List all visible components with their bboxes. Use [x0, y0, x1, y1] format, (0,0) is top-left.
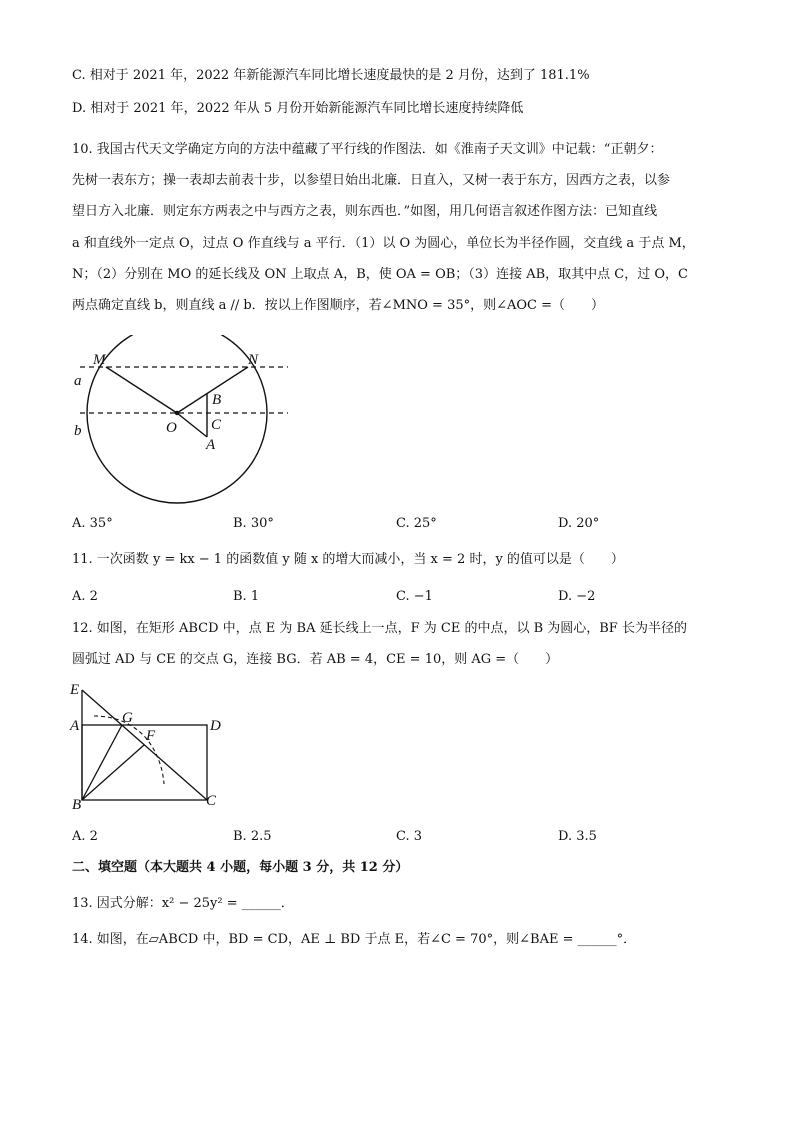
circle-o	[87, 335, 267, 503]
q12-option-d[interactable]: D. 3.5	[558, 829, 597, 844]
segment-bf	[82, 745, 144, 800]
label-o: O	[166, 420, 177, 436]
label-m: M	[93, 352, 106, 368]
q12-line-1: 12. 如图，在矩形 ABCD 中，点 E 为 BA 延长线上一点，F 为 CE 的中点，以 B 为圆心，BF 长为半径的	[72, 621, 687, 636]
q10-figure	[66, 335, 306, 515]
label-b-line: b	[74, 423, 82, 439]
segment-oa	[177, 413, 207, 437]
q10-option-a[interactable]: A. 35°	[72, 516, 113, 531]
q12-figure	[66, 680, 236, 812]
label-a: A	[70, 718, 80, 734]
label-a: A	[206, 437, 216, 453]
q10-option-d[interactable]: D. 20°	[558, 516, 600, 531]
label-g: G	[122, 710, 133, 726]
q10-line-2: 先树一表东方；操一表却去前表十步，以参望日始出北廉．日直入，又树一表于东方，因西方之表，以参	[72, 173, 671, 188]
segment-mo	[106, 367, 177, 413]
label-c: C	[206, 793, 217, 809]
q12-line-2: 圆弧过 AD 与 CE 的交点 G，连接 BG．若 AB = 4，CE = 10，则 AG =（ ）	[72, 652, 559, 667]
label-a-line: a	[74, 373, 82, 389]
q10-line-1: 10. 我国古代天文学确定方向的方法中蕴藏了平行线的作图法．如《淮南子天文训》中记载：“正朝夕：	[72, 142, 663, 157]
q14-text: 14. 如图，在▱ABCD 中，BD = CD，AE ⊥ BD 于点 E，若∠C = 70°，则∠BAE = ______°．	[72, 932, 637, 947]
option-c-previous: C. 相对于 2021 年，2022 年新能源汽车同比增长速度最快的是 2 月份，达到了 181.1%	[72, 68, 590, 83]
rectangle-abcd	[82, 725, 207, 800]
section-heading: 二、填空题（本大题共 4 小题，每小题 3 分，共 12 分）	[72, 860, 409, 875]
q13-text: 13. 因式分解：x² − 25y² = ______．	[72, 896, 294, 911]
option-d-previous: D. 相对于 2021 年，2022 年从 5 月份开始新能源汽车同比增长速度持续降低	[72, 101, 524, 116]
label-e: E	[70, 682, 80, 698]
q11-option-d[interactable]: D. −2	[558, 589, 596, 604]
q10-line-3: 望日方入北廉．则定东方两表之中与西方之表，则东西也．”如图，用几何语言叙述作图方法：已知直线	[72, 204, 658, 219]
q10-option-c[interactable]: C. 25°	[396, 516, 437, 531]
label-d: D	[210, 718, 221, 734]
segment-bg	[82, 725, 122, 800]
q10-line-4: a 和直线外一定点 O，过点 O 作直线与 a 平行．（1）以 O 为圆心，单位长为半径作圆，交直线 a 于点 M，	[72, 236, 695, 251]
q12-option-a[interactable]: A. 2	[72, 829, 98, 844]
label-b: B	[212, 392, 222, 408]
label-b: B	[72, 797, 82, 812]
q12-option-b[interactable]: B. 2.5	[233, 829, 272, 844]
q11-option-c[interactable]: C. −1	[396, 589, 433, 604]
arc-bf	[94, 716, 164, 784]
label-n: N	[248, 352, 259, 368]
q11-text: 11. 一次函数 y = kx − 1 的函数值 y 随 x 的增大而减小，当 x = 2 时，y 的值可以是（ ）	[72, 552, 624, 567]
q11-option-a[interactable]: A. 2	[72, 589, 98, 604]
point-o	[175, 411, 179, 415]
label-f: F	[146, 728, 156, 744]
q11-option-b[interactable]: B. 1	[233, 589, 260, 604]
label-c: C	[211, 417, 222, 433]
q12-option-c[interactable]: C. 3	[396, 829, 423, 844]
q10-line-5: N；（2）分别在 MO 的延长线及 ON 上取点 A，B，使 OA = OB；（3）连接 AB，取其中点 C，过 O，C	[72, 267, 688, 282]
q10-line-6: 两点确定直线 b，则直线 a // b．按以上作图顺序，若∠MNO = 35°，则∠AOC =（ ）	[72, 298, 605, 313]
q10-option-b[interactable]: B. 30°	[233, 516, 274, 531]
